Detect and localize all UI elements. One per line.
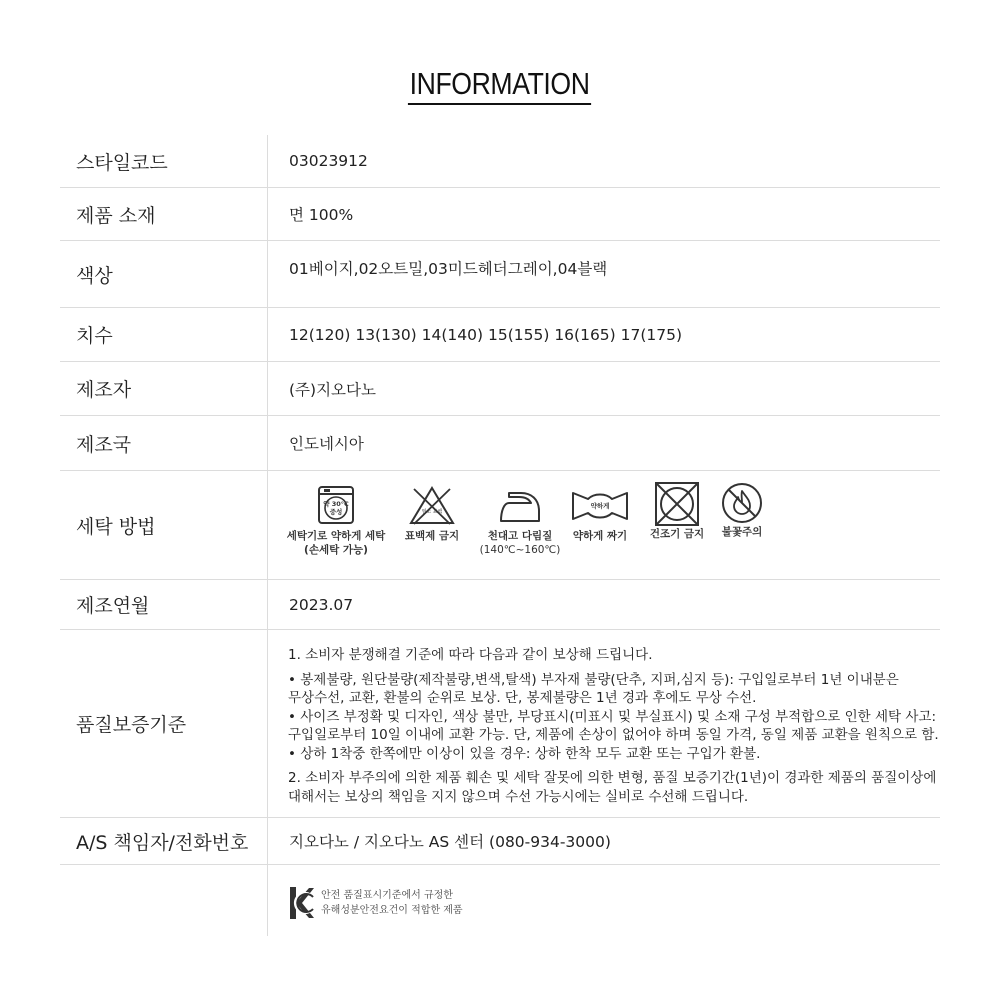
row-style-code — [60, 135, 940, 188]
warranty-line-5: 구입일로부터 10일 이내에 교환 가능. 단, 제품에 손상이 없어야 하며 동일 가격, 동일 제품 교환을 원칙으로 함. — [288, 727, 939, 743]
value-style-code: 03023912 — [289, 152, 368, 170]
label-size: 치수 — [60, 308, 268, 361]
label-warranty: 품질보증기준 — [60, 630, 268, 817]
title-text: INFORMATION — [408, 66, 591, 105]
wash-label-bleach: 표백제 금지 — [404, 530, 460, 542]
row-warranty — [60, 630, 940, 818]
svg-text:약하게: 약하게 — [590, 502, 610, 510]
svg-text:염소 표백: 염소 표백 — [421, 509, 443, 515]
wash-sub-iron: (140℃~160℃) — [479, 544, 561, 556]
row-size — [60, 308, 940, 362]
wash-label-fire: 불꽃주의 — [721, 526, 763, 538]
value-maker: (주)지오다노 — [289, 380, 376, 399]
warranty-line-1: 1. 소비자 분쟁해결 기준에 따라 다음과 같이 보상해 드립니다. — [288, 647, 653, 663]
label-date: 제조연월 — [60, 580, 268, 629]
warranty-line-7: 2. 소비자 부주의에 의한 제품 훼손 및 세탁 잘못에 의한 변형, 품질 보증기간(1년)이 경과한 제품의 품질이상에 — [288, 770, 937, 786]
label-style-code: 스타일코드 — [60, 135, 268, 187]
fire-caution-icon — [720, 481, 764, 525]
wash-item-bleach — [398, 485, 466, 543]
wash-label-machine: 세탁기로 약하게 세탁 — [286, 530, 386, 542]
label-material: 제품 소재 — [60, 188, 268, 240]
label-color: 색상 — [60, 241, 268, 307]
page-title — [0, 66, 1000, 105]
row-maker — [60, 362, 940, 416]
wash-item-machine — [286, 485, 386, 557]
kc-mark-icon — [289, 885, 315, 921]
row-kc — [60, 865, 940, 936]
row-as — [60, 818, 940, 865]
kc-line-1: 안전 품질표시기준에서 규정한 — [321, 890, 453, 901]
wash-item-fire — [714, 485, 770, 539]
warranty-line-3: 무상수선, 교환, 환불의 순위로 보상. 단, 봉제불량은 1년 경과 후에도 무상 수선. — [288, 690, 757, 706]
wash-icons — [268, 471, 940, 579]
svg-text:중성: 중성 — [329, 508, 343, 516]
svg-text:약 30°C: 약 30°C — [323, 500, 349, 508]
label-kc-empty — [60, 865, 268, 936]
row-country — [60, 416, 940, 471]
value-size: 12(120) 13(130) 14(140) 15(155) 16(165) 17(175) — [289, 325, 683, 344]
iron-icon — [495, 485, 545, 525]
wash-item-iron — [474, 485, 566, 557]
warranty-line-2: • 봉제불량, 원단불량(제작불량,변색,탈색) 부자재 불량(단추, 지퍼,심지 등): 구입일로부터 1년 이내분은 — [288, 671, 899, 688]
label-as: A/S 책임자/전화번호 — [60, 818, 268, 864]
wash-label-iron: 천대고 다림질 — [487, 530, 553, 542]
info-table — [60, 135, 940, 936]
wash-item-wring — [568, 485, 632, 543]
kc-line-2: 유해성분안전요건이 적합한 제품 — [321, 905, 463, 916]
label-country: 제조국 — [60, 416, 268, 470]
row-wash — [60, 471, 940, 580]
wash-sub-machine: (손세탁 가능) — [304, 544, 368, 556]
row-color — [60, 241, 940, 308]
no-tumble-dry-icon — [654, 481, 700, 527]
row-material — [60, 188, 940, 241]
warranty-line-4: • 사이즈 부정확 및 디자인, 색상 불만, 부당표시(미표시 및 부실표시) 및 소재 구성 부적합으로 인한 세탁 사고: — [288, 708, 937, 725]
value-kc — [268, 865, 940, 936]
label-maker: 제조자 — [60, 362, 268, 415]
warranty-line-6: • 상하 1착중 한쪽에만 이상이 있을 경우: 상하 한착 모두 교환 또는 구입가 환불. — [288, 745, 761, 762]
wash-item-dryer — [642, 485, 712, 541]
machine-wash-30-icon — [316, 485, 356, 525]
gentle-wring-icon — [570, 485, 630, 525]
label-wash: 세탁 방법 — [60, 471, 268, 579]
warranty-line-8: 대해서는 보상의 책임을 지지 않으며 수선 가능시에는 실비로 수선해 드립니다. — [288, 788, 749, 805]
value-color: 01베이지,02오트밀,03미드헤더그레이,04블랙 — [289, 260, 608, 278]
value-as: 지오다노 / 지오다노 AS 센터 (080-934-3000) — [289, 833, 611, 851]
value-country: 인도네시아 — [289, 435, 364, 453]
row-date — [60, 580, 940, 630]
wash-label-dryer: 건조기 금지 — [649, 528, 705, 540]
value-warranty — [268, 630, 940, 817]
value-date: 2023.07 — [289, 595, 354, 614]
value-material: 면 100% — [289, 206, 354, 224]
wash-label-wring: 약하게 짜기 — [572, 530, 628, 542]
no-bleach-icon — [408, 485, 456, 525]
